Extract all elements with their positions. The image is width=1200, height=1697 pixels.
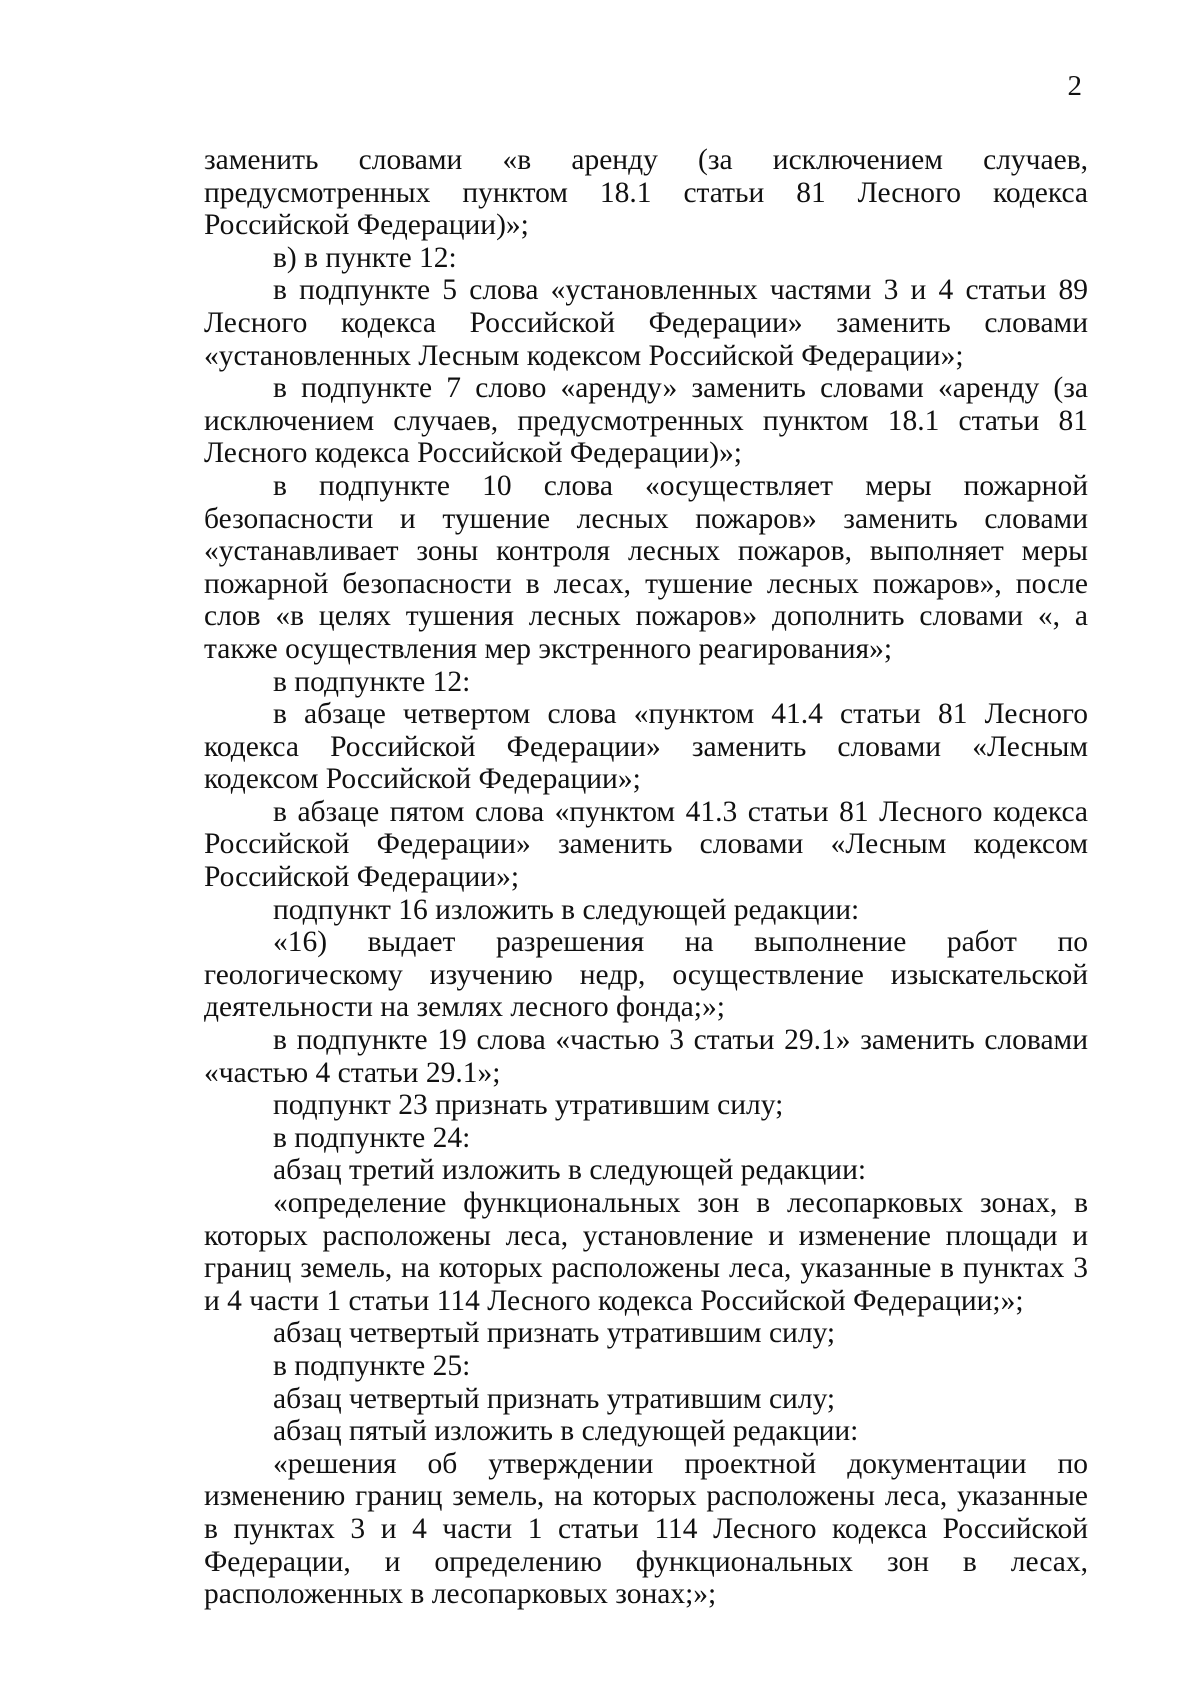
- paragraph: «определение функциональных зон в лесопарковых зонах, в которых расположены леса, установление и изменение площади и границ земель, на которых расположены леса, указанные в пунктах 3 и 4 части 1 статьи 114 Лесного кодекса Российской Федерации;»;: [204, 1187, 1088, 1317]
- paragraph: подпункт 23 признать утратившим силу;: [273, 1089, 784, 1122]
- paragraph: в подпункте 25:: [273, 1349, 471, 1382]
- paragraph: абзац четвертый признать утратившим силу;: [273, 1382, 836, 1415]
- paragraph: в подпункте 5 слова «установленных частями 3 и 4 статьи 89 Лесного кодекса Российской Федерации» заменить словами «установленных Лесным кодексом Российской Федерации»;: [204, 274, 1088, 372]
- paragraph: в подпункте 12:: [273, 665, 471, 698]
- paragraph: в) в пункте 12:: [273, 241, 457, 274]
- paragraph: в подпункте 24:: [273, 1121, 471, 1154]
- paragraph: в подпункте 7 слово «аренду» заменить словами «аренду (за исключением случаев, предусмотренных пунктом 18.1 статьи 81 Лесного кодекса Российской Федерации)»;: [204, 372, 1088, 470]
- paragraph: абзац третий изложить в следующей редакции:: [273, 1154, 867, 1187]
- paragraph: абзац пятый изложить в следующей редакции:: [273, 1415, 859, 1448]
- paragraph: заменить словами «в аренду (за исключением случаев, предусмотренных пунктом 18.1 статьи 81 Лесного кодекса Российской Федерации)»;: [204, 144, 1088, 242]
- document-body: [204, 144, 1088, 1611]
- page-number: 2: [1067, 70, 1082, 102]
- paragraph: в абзаце пятом слова «пунктом 41.3 статьи 81 Лесного кодекса Российской Федерации» заменить словами «Лесным кодексом Российской Федерации»;: [204, 795, 1088, 894]
- paragraph: подпункт 16 изложить в следующей редакции:: [273, 893, 860, 926]
- paragraph: в подпункте 10 слова «осуществляет меры пожарной безопасности и тушение лесных пожаров» заменить словами «устанавливает зоны контроля лесных пожаров, выполняет меры пожарной безопасности в лесах, тушение лесных пожаров», после слов «в целях тушения лесных пожаров» дополнить словами «, а также осуществления мер экстренного реагирования»;: [204, 469, 1088, 665]
- paragraph: в подпункте 19 слова «частью 3 статьи 29.1» заменить словами «частью 4 статьи 29.1»;: [204, 1024, 1088, 1089]
- paragraph: «16) выдает разрешения на выполнение работ по геологическому изучению недр, осуществление изыскательской деятельности на землях лесного фонда;»;: [204, 926, 1088, 1024]
- paragraph: абзац четвертый признать утратившим силу;: [273, 1317, 836, 1350]
- paragraph: «решения об утверждении проектной документации по изменению границ земель, на которых расположены леса, указанные в пунктах 3 и 4 части 1 статьи 114 Лесного кодекса Российской Федерации, и определению функциональных зон в лесах, расположенных в лесопарковых зонах;»;: [204, 1447, 1088, 1611]
- paragraph: в абзаце четвертом слова «пунктом 41.4 статьи 81 Лесного кодекса Российской Федерации» заменить словами «Лесным кодексом Российской Федерации»;: [204, 698, 1088, 796]
